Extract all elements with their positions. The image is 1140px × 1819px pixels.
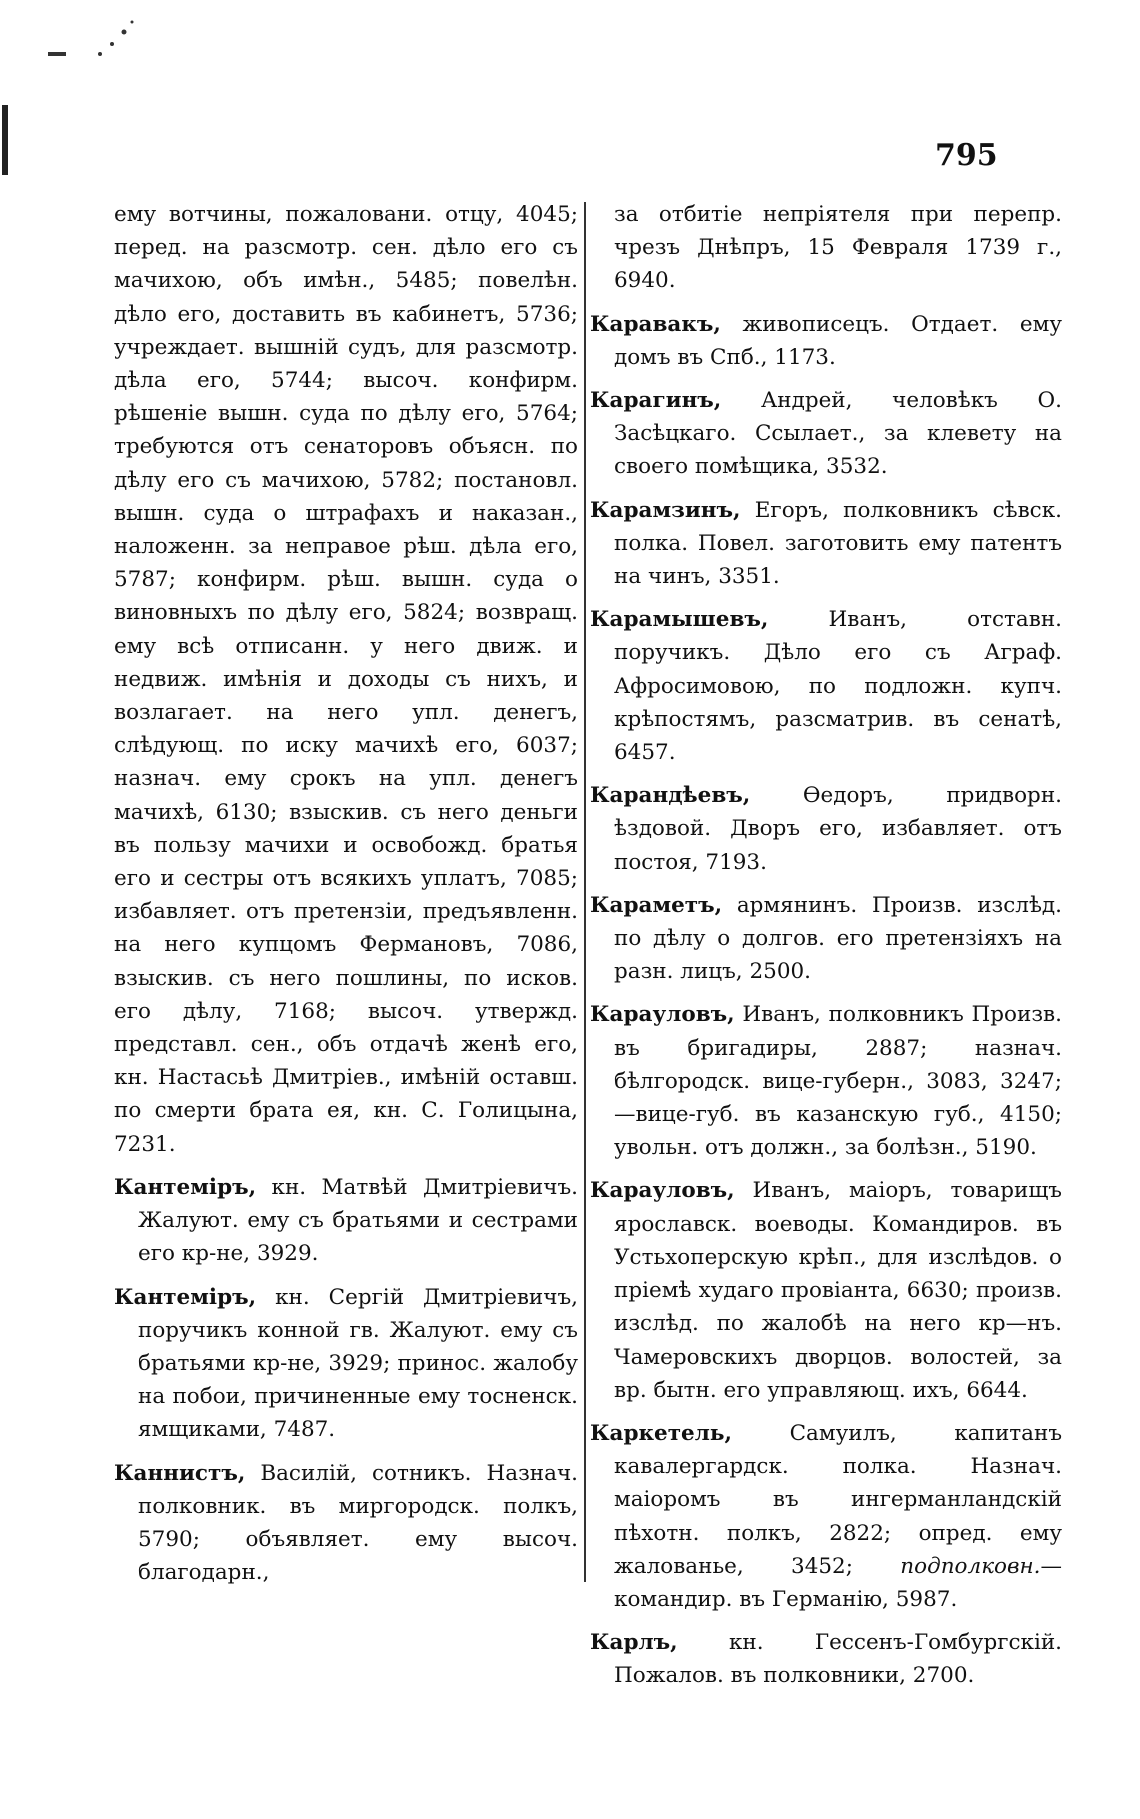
entry-text: Иванъ, полковникъ Произв. въ бригадиры, 2887; назнач. бѣлгородск. вице-губерн., 3083, 3247;—вице-губ. въ казанскую губ., 4150; увольн. отъ должн., за болѣзн., 5190. [614, 1002, 1062, 1161]
index-entry [114, 1281, 578, 1447]
index-entry [614, 198, 1062, 298]
entry-text: за отбитіе непріятеля при перепр. чрезъ Днѣпръ, 15 Февраля 1739 г., 6940. [614, 202, 1062, 294]
index-entry [590, 603, 1062, 769]
index-entry [590, 998, 1062, 1164]
entry-headword: Карлъ, [590, 1630, 678, 1656]
index-entry [590, 1626, 1062, 1692]
index-entry [590, 494, 1062, 594]
entry-headword: Каравакъ, [590, 311, 721, 337]
entry-text: кн. Сергій Дмитріевичъ, поручикъ конной гв. Жалуют. ему съ братьями кр-не, 3929; принос. жалобу на побои, причиненные ему тосненск. ямщиками, 7487. [138, 1284, 578, 1443]
right-column [590, 198, 1062, 1693]
entry-text: Андрей, человѣкъ О. Засѣцкаго. Ссылает., за клевету на своего помѣщика, 3532. [614, 388, 1062, 480]
entry-text: кн. Гессенъ-Гомбургскій. Пожалов. въ полковники, 2700. [614, 1630, 1062, 1689]
index-entry [590, 1174, 1062, 1406]
entry-headword: Карагинъ, [590, 388, 722, 414]
entry-text: армянинъ. Произв. изслѣд. по дѣлу о долгов. его претензіяхъ на разн. лицъ, 2500. [614, 892, 1062, 985]
entry-text: ему вотчины, пожаловани. отцу, 4045; перед. на разсмотр. сен. дѣло его съ мачихою, объ имѣн., 5485; повелѣн. дѣло его, доставить въ кабинетъ, 5736; учреждает. вышній судъ, для разсмотр. дѣла его, 5744; высоч. конфирм. рѣшеніе вышн. суда по дѣлу его, 5764; требуются отъ сенаторовъ объясн. по дѣлу его съ мачихою, 5782; постановл. вышн. суда о штрафахъ и наказан., наложенн. за неправое рѣш. дѣла его, 5787; конфирм. рѣш. вышн. суда о виновныхъ по дѣлу его, 5824; возвращ. ему всѣ отписанн. у него движ. и недвиж. имѣнія и доходы съ нихъ, и возлагает. на него упл. денегъ, слѣдующ. по иску мачихѣ его, 6037; назнач. ему срокъ на упл. денегъ мачихѣ, 6130; взыскив. съ него деньги въ пользу мачихи и освобожд. братья его и сестры отъ всякихъ уплатъ, 7085; избавляет. отъ претензіи, предъявленн. на него купцомъ Фермановъ, 7086, взыскив. съ него пошлины, по исков. его дѣлу, 7168; высоч. утвержд. представл. сен., объ отдачѣ женѣ его, кн. Настасьѣ Дмитріев., имѣній оставш. по смерти брата ея, кн. С. Голицына, 7231. [114, 202, 578, 1157]
entry-text: Өедоръ, придворн. ѣздовой. Дворъ его, избавляет. отъ постоя, 7193. [614, 783, 1062, 875]
entry-text: Василій, сотникъ. Назнач. полковник. въ миргородск. полкъ, 5790; объявляет. ему высоч. благодарн., [138, 1460, 578, 1586]
entry-text: Иванъ, отставн. поручикъ. Дѣло его съ Аграф. Афросимовою, по подложн. купч. крѣпостямъ, разсматрив. въ сенатѣ, 6457. [614, 607, 1062, 766]
index-entry [590, 889, 1062, 989]
index-entry [590, 1417, 1062, 1616]
column-divider [584, 202, 586, 1582]
index-entry [114, 1457, 578, 1590]
entry-headword: Кантеміръ, [114, 1174, 257, 1200]
entry-text: Егоръ, полковникъ сѣвск. полка. Повел. заготовить ему патентъ на чинъ, 3351. [614, 497, 1062, 590]
entry-tail: —командир. въ Германію, 5987. [614, 1553, 1062, 1612]
margin-mark [2, 105, 8, 175]
index-entry [590, 384, 1062, 484]
entry-headword: Карамзинъ, [590, 497, 741, 523]
left-column [114, 198, 578, 1589]
entry-text: живописецъ. Отдает. ему домъ въ Спб., 1173. [614, 311, 1062, 370]
entry-headword: Каннистъ, [114, 1460, 246, 1486]
entry-headword: Карамышевъ, [590, 607, 769, 633]
entry-headword: Кантеміръ, [114, 1284, 257, 1310]
entry-headword: Караметъ, [590, 892, 723, 918]
entry-headword: Карауловъ, [590, 1002, 735, 1028]
entry-text: Самуилъ, капитанъ кавалергардск. полка. Назнач. маіоромъ въ ингерманландскій пѣхотн. полкъ, 2822; опред. ему жалованье, 3452; [614, 1420, 1062, 1579]
entry-text: Иванъ, маіоръ, товарищъ ярославск. воеводы. Командиров. въ Устьхоперскую крѣп., для изслѣдов. о пріемѣ худаго провіанта, 6630; произв. изслѣд. по жалобѣ на него кр—нъ. Чамеровскихъ дворцов. волостей, за вр. бытн. его управляющ. ихъ, 6644. [614, 1178, 1062, 1403]
entry-headword: Каркетель, [590, 1420, 732, 1446]
entry-text: кн. Матвѣй Дмитріевичъ. Жалуют. ему съ братьями и сестрами его кр-не, 3929. [138, 1174, 578, 1267]
index-entry [590, 779, 1062, 879]
print-specks [40, 10, 180, 70]
page-number: 795 [935, 138, 998, 173]
index-entry [590, 308, 1062, 374]
entry-italic: подполковн. [900, 1553, 1041, 1579]
entry-headword: Карауловъ, [590, 1178, 735, 1204]
entry-headword: Карандѣевъ, [590, 783, 751, 809]
index-entry [114, 198, 578, 1161]
index-entry [114, 1171, 578, 1271]
